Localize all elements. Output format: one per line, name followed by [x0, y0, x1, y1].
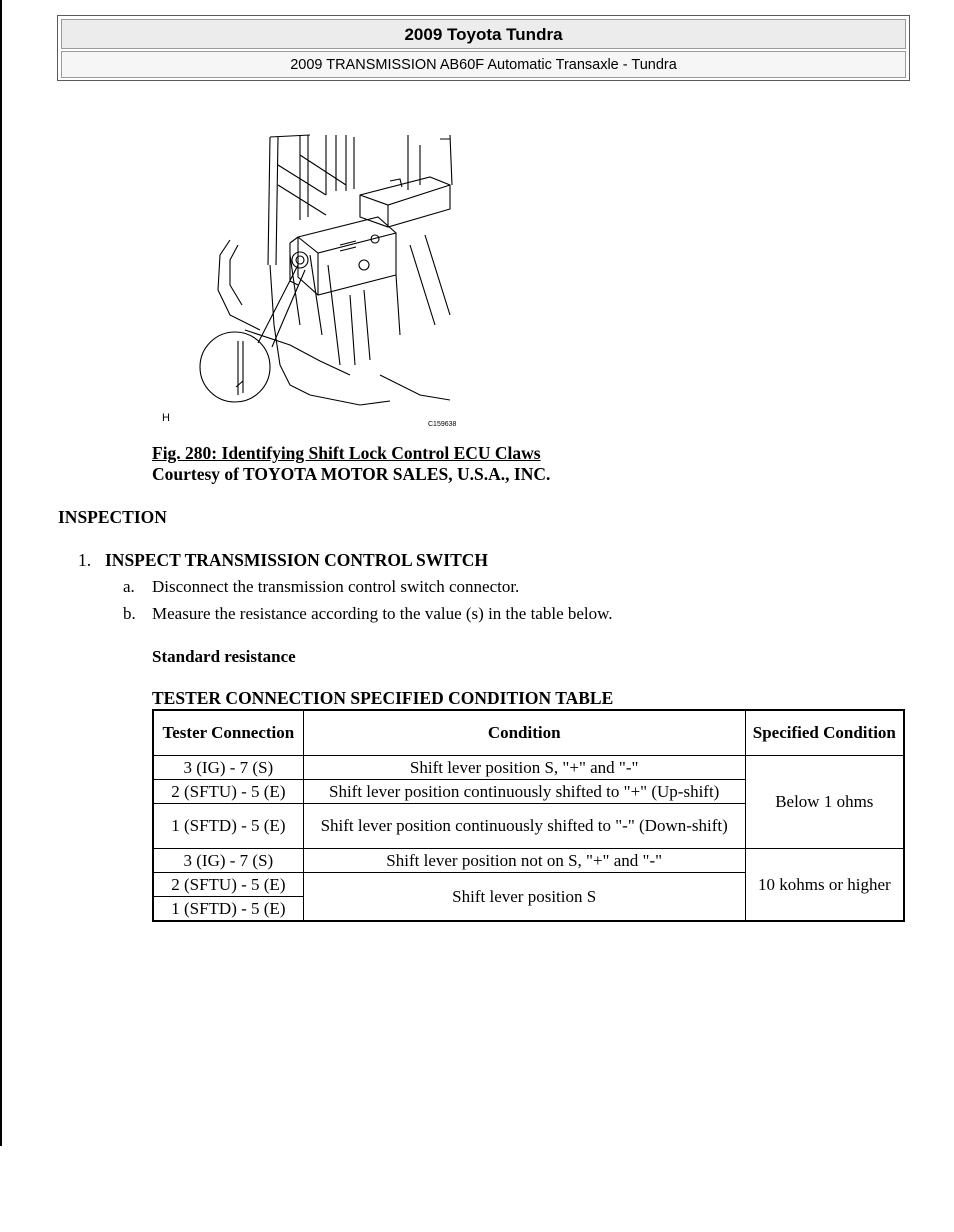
header-title: 2009 Toyota Tundra	[61, 19, 906, 49]
document-header	[57, 15, 910, 81]
header-subtitle: 2009 TRANSMISSION AB60F Automatic Transaxle - Tundra	[61, 51, 906, 78]
figure-corner-letter: H	[162, 412, 170, 424]
condition-cell: Shift lever position S	[303, 873, 745, 922]
substep-letter: a.	[123, 577, 135, 596]
spec-table	[152, 709, 905, 922]
tester-cell: 2 (SFTU) - 5 (E)	[153, 873, 303, 897]
page-left-border	[0, 0, 2, 1146]
condition-cell: Shift lever position S, "+" and "-"	[303, 756, 745, 780]
condition-cell: Shift lever position continuously shifted to "+" (Up-shift)	[303, 780, 745, 804]
section-heading: INSPECTION	[58, 507, 167, 527]
step-title: INSPECT TRANSMISSION CONTROL SWITCH	[105, 550, 489, 570]
tester-cell: 1 (SFTD) - 5 (E)	[153, 897, 303, 922]
tester-cell: 3 (IG) - 7 (S)	[153, 756, 303, 780]
specified-cell: Below 1 ohms	[745, 756, 904, 849]
substep-letter: b.	[123, 604, 136, 623]
table-row	[153, 849, 904, 873]
substep-text: Disconnect the transmission control switch connector.	[152, 577, 520, 596]
step-number: 1.	[78, 550, 92, 570]
figure-image-code: C159638	[428, 421, 457, 428]
standard-resistance-label: Standard resistance	[152, 647, 296, 666]
header-condition: Condition	[303, 710, 745, 756]
figure-caption: Fig. 280: Identifying Shift Lock Control ECU Claws	[152, 443, 541, 463]
shift-lock-ecu-illustration	[150, 125, 480, 435]
header-tester-connection: Tester Connection	[153, 710, 303, 756]
specified-cell: 10 kohms or higher	[745, 849, 904, 922]
tester-cell: 2 (SFTU) - 5 (E)	[153, 780, 303, 804]
tester-cell: 3 (IG) - 7 (S)	[153, 849, 303, 873]
substep-text: Measure the resistance according to the value (s) in the table below.	[152, 604, 613, 623]
table-row	[153, 756, 904, 780]
figure-caption-block	[152, 443, 550, 485]
table-header-row	[153, 710, 904, 756]
tester-cell: 1 (SFTD) - 5 (E)	[153, 804, 303, 849]
header-specified-condition: Specified Condition	[745, 710, 904, 756]
table-title: TESTER CONNECTION SPECIFIED CONDITION TABLE	[152, 688, 614, 708]
condition-cell: Shift lever position continuously shifted to "-" (Down-shift)	[303, 804, 745, 849]
figure-courtesy: Courtesy of TOYOTA MOTOR SALES, U.S.A., INC.	[152, 464, 551, 484]
condition-cell: Shift lever position not on S, "+" and "-"	[303, 849, 745, 873]
